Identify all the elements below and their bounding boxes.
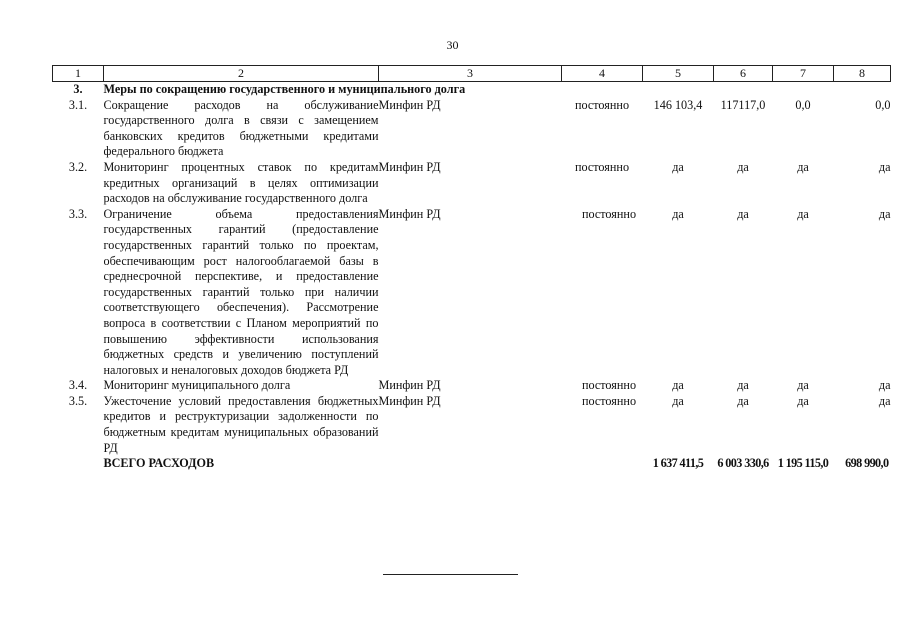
col-header-7: 7 xyxy=(773,66,834,82)
term: постоянно xyxy=(581,393,637,408)
total-col-8: 698 990,0 xyxy=(845,456,889,471)
value-col-6: 117117,0 xyxy=(720,97,766,112)
table-row xyxy=(53,378,891,394)
value-col-5: 146 103,4 xyxy=(653,97,703,112)
value-col-5: да xyxy=(672,159,684,174)
value-col-6: да xyxy=(737,378,749,393)
term: постоянно xyxy=(581,206,637,221)
section-title: Меры по сокращению государственного и муниципального долга xyxy=(103,82,466,96)
measure-name: Сокращение расходов на обслуживание государственного долга в связи с замещением банковских кредитов бюджетными кредитами федерального бюджета xyxy=(103,97,379,159)
value-col-7: да xyxy=(797,393,809,408)
executor: Минфин РД xyxy=(378,378,441,393)
value-col-6: да xyxy=(737,393,749,408)
table-row xyxy=(53,394,891,456)
col-header-4: 4 xyxy=(562,66,643,82)
table-row xyxy=(53,207,891,379)
executor: Минфин РД xyxy=(378,97,441,112)
row-number: 3.3. xyxy=(68,206,88,221)
value-col-6: да xyxy=(737,206,749,221)
row-number: 3.2. xyxy=(68,159,88,174)
value-col-6: да xyxy=(737,159,749,174)
value-col-7: да xyxy=(797,206,809,221)
total-col-7: 1 195 115,0 xyxy=(777,456,829,471)
footer-divider xyxy=(383,574,518,575)
total-col-5: 1 637 411,5 xyxy=(652,456,704,471)
row-number: 3.1. xyxy=(68,97,88,112)
measure-name: Мониторинг процентных ставок по кредитам кредитных организаций в целях оптимизации расходов на обслуживание государственного долга xyxy=(103,159,379,206)
term: постоянно xyxy=(574,97,630,112)
value-col-5: да xyxy=(672,378,684,393)
row-number: 3.4. xyxy=(68,378,88,393)
executor: Минфин РД xyxy=(378,206,441,221)
value-col-5: да xyxy=(672,206,684,221)
page-number: 30 xyxy=(446,38,459,52)
col-header-6: 6 xyxy=(714,66,773,82)
section-row xyxy=(53,82,891,98)
value-col-8: да xyxy=(878,159,891,174)
value-col-5: да xyxy=(672,393,684,408)
measure-name: Ограничение объема предоставления государственных гарантий (предоставление государственных гарантий только по проектам, обеспечивающим рост налогооблагаемой базы в среднесрочной перспективе, и предоставление государственных гарантий только при наличии соответствующего обеспечения). Рассмотрение вопроса в соответствии с Планом мероприятий по повышению эффективности использования бюджетных средств и увеличению поступлений налоговых и неналоговых доходов бюджета РД xyxy=(103,206,379,377)
value-col-8: да xyxy=(878,206,891,221)
value-col-7: да xyxy=(797,378,809,393)
table-row xyxy=(53,160,891,207)
measure-name: Мониторинг муниципального долга xyxy=(103,378,291,393)
measure-name: Ужесточение условий предоставления бюджетных кредитов и реструктуризации задолженности по бюджетным кредитам муниципальных образований РД xyxy=(103,393,379,455)
table-row xyxy=(53,98,891,160)
value-col-7: 0,0 xyxy=(795,97,811,112)
value-col-8: да xyxy=(878,393,891,408)
total-col-6: 6 003 330,6 xyxy=(717,456,769,471)
col-header-8: 8 xyxy=(834,66,891,82)
value-col-8: да xyxy=(878,378,891,393)
col-header-2: 2 xyxy=(104,66,379,82)
header-row xyxy=(53,66,891,82)
col-header-1: 1 xyxy=(53,66,104,82)
executor: Минфин РД xyxy=(378,159,441,174)
total-label: ВСЕГО РАСХОДОВ xyxy=(103,456,215,471)
measures-table xyxy=(52,65,891,472)
value-col-8: 0,0 xyxy=(875,97,891,112)
value-col-7: да xyxy=(797,159,809,174)
term: постоянно xyxy=(581,378,637,393)
row-number: 3.5. xyxy=(68,393,88,408)
term: постоянно xyxy=(574,159,630,174)
executor: Минфин РД xyxy=(378,393,441,408)
total-row xyxy=(53,456,891,472)
section-number: 3. xyxy=(73,82,83,96)
col-header-3: 3 xyxy=(379,66,562,82)
col-header-5: 5 xyxy=(643,66,714,82)
